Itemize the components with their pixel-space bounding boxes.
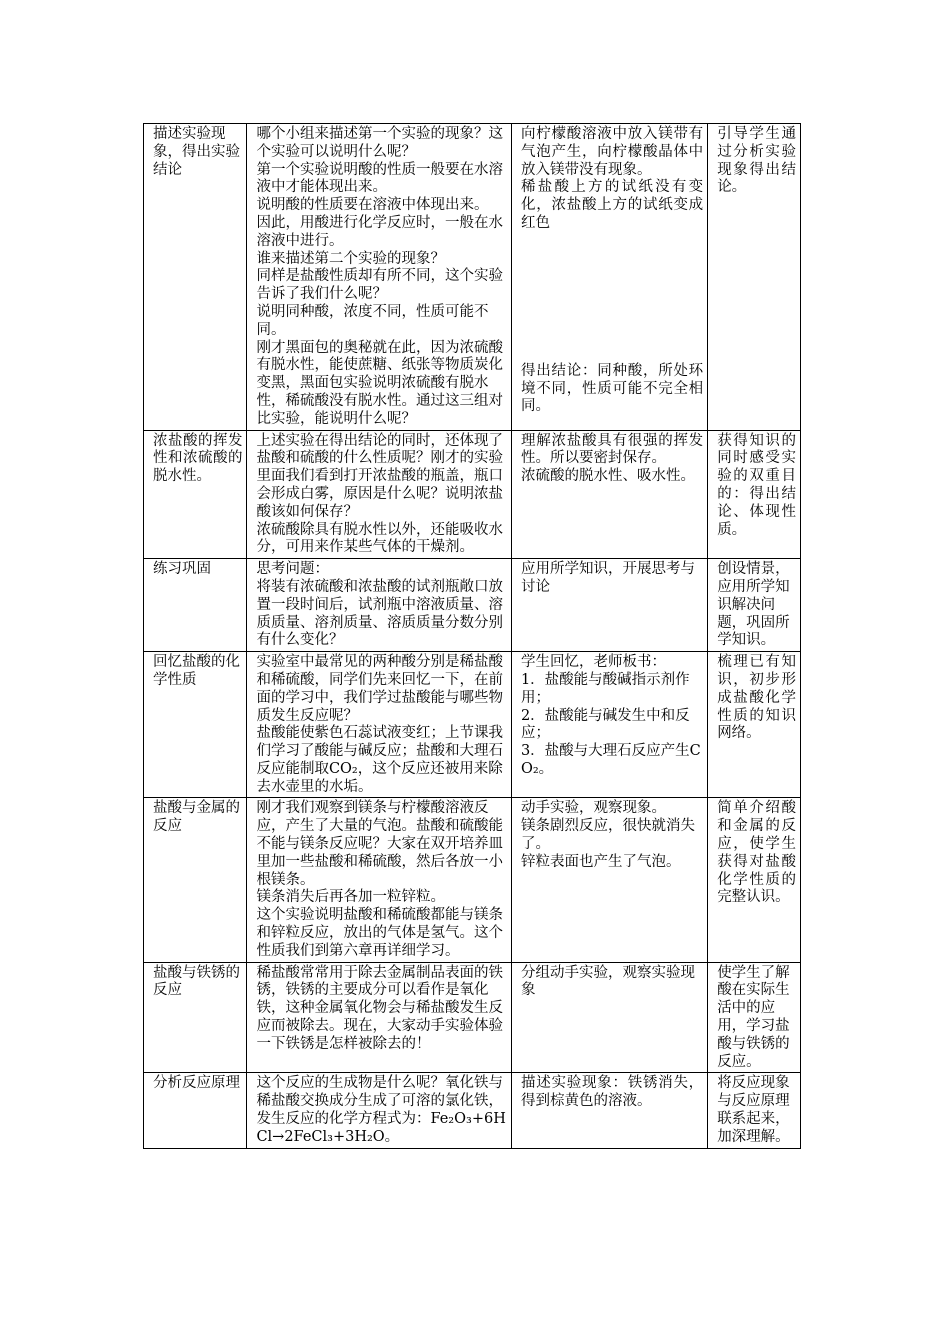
design-intent-cell: 引导学生通过分析实验现象得出结论。 xyxy=(708,124,801,431)
table-row xyxy=(144,652,801,798)
student-activity-cell: 分组动手实验，观察实验现象 xyxy=(511,962,707,1073)
stage-cell: 描述实验现象，得出实验结论 xyxy=(144,124,247,431)
design-intent-cell: 将反应现象与反应原理联系起来，加深理解。 xyxy=(708,1073,801,1148)
design-intent-cell: 创设情景，应用所学知识解决问题，巩固所学知识。 xyxy=(708,559,801,652)
teacher-activity-cell: 思考问题： 将装有浓硫酸和浓盐酸的试剂瓶敞口放置一段时间后，试剂瓶中溶液质量、溶质质量、溶剂质量、溶质质量分数分别有什么变化？ xyxy=(247,559,512,652)
table-row xyxy=(144,124,801,431)
table-row xyxy=(144,1073,801,1148)
design-intent-cell: 使学生了解酸在实际生活中的应用，学习盐酸与铁锈的反应。 xyxy=(708,962,801,1073)
teacher-activity-cell: 哪个小组来描述第一个实验的现象？这个实验可以说明什么呢？ 第一个实验说明酸的性质一般要在水溶液中才能体现出来。 说明酸的性质要在溶液中体现出来。 因此，用酸进行化学反应时，一般在水溶液中进行。 谁来描述第二个实验的现象？ 同样是盐酸性质却有所不同，这个实验告诉了我们什么呢？ 说明同种酸，浓度不同，性质可能不同。 刚才黑面包的奥秘就在此，因为浓硫酸有脱水性，能使蔗糖、纸张等物质炭化变黑，黑面包实验说明浓硫酸有脱水性，稀硫酸没有脱水性。通过这三组对比实验，能说明什么呢？ xyxy=(247,124,512,431)
table-row xyxy=(144,430,801,559)
teacher-activity-cell: 稀盐酸常常用于除去金属制品表面的铁锈，铁锈的主要成分可以看作是氧化铁，这种金属氧化物会与稀盐酸发生反应而被除去。现在，大家动手实验体验一下铁锈是怎样被除去的！ xyxy=(247,962,512,1073)
table-row xyxy=(144,798,801,962)
stage-cell: 练习巩固 xyxy=(144,559,247,652)
teacher-activity-cell: 上述实验在得出结论的同时，还体现了盐酸和硫酸的什么性质呢？刚才的实验里面我们看到打开浓盐酸的瓶盖，瓶口会形成白雾，原因是什么呢？说明浓盐酸该如何保存？ 浓硫酸除具有脱水性以外，还能吸收水分，可用来作某些气体的干燥剂。 xyxy=(247,430,512,559)
teacher-activity-cell: 实验室中最常见的两种酸分别是稀盐酸和稀硫酸，同学们先来回忆一下，在前面的学习中，我们学过盐酸能与哪些物质发生反应呢？ 盐酸能使紫色石蕊试液变红；上节课我们学习了酸能与碱反应；盐酸和大理石反应能制取CO₂，这个反应还被用来除去水壶里的水垢。 xyxy=(247,652,512,798)
design-intent-cell: 获得知识的同时感受实验的双重目的：得出结论、体现性质。 xyxy=(708,430,801,559)
teacher-activity-cell: 刚才我们观察到镁条与柠檬酸溶液反应，产生了大量的气泡。盐酸和硫酸能不能与镁条反应呢？大家在双开培养皿里加一些盐酸和稀硫酸，然后各放一小根镁条。 镁条消失后再各加一粒锌粒。 这个实验说明盐酸和稀硫酸都能与镁条和锌粒反应，放出的气体是氢气。这个性质我们到第六章再详细学习。 xyxy=(247,798,512,962)
student-activity-cell: 应用所学知识，开展思考与讨论 xyxy=(511,559,707,652)
table-row xyxy=(144,559,801,652)
teacher-activity-cell: 这个反应的生成物是什么呢？氧化铁与稀盐酸交换成分生成了可溶的氯化铁，发生反应的化学方程式为：Fe₂O₃+6HCl→2FeCl₃+3H₂O。 xyxy=(247,1073,512,1148)
student-activity-cell: 理解浓盐酸具有很强的挥发性。所以要密封保存。 浓硫酸的脱水性、吸水性。 xyxy=(511,430,707,559)
stage-cell: 分析反应原理 xyxy=(144,1073,247,1148)
lesson-plan-table xyxy=(143,123,801,1149)
stage-cell: 盐酸与金属的反应 xyxy=(144,798,247,962)
student-activity-cell: 描述实验现象：铁锈消失，得到棕黄色的溶液。 xyxy=(511,1073,707,1148)
stage-cell: 盐酸与铁锈的反应 xyxy=(144,962,247,1073)
student-activity-cell: 向柠檬酸溶液中放入镁带有气泡产生，向柠檬酸晶体中放入镁带没有现象。 稀盐酸上方的试纸没有变化，浓盐酸上方的试纸变成红色 得出结论：同种酸，所处环境不同，性质可能不完全相同。 xyxy=(511,124,707,431)
student-activity-cell: 动手实验，观察现象。 镁条剧烈反应，很快就消失了。 锌粒表面也产生了气泡。 xyxy=(511,798,707,962)
table-row xyxy=(144,962,801,1073)
design-intent-cell: 简单介绍酸和金属的反应，使学生获得对盐酸化学性质的完整认识。 xyxy=(708,798,801,962)
stage-cell: 回忆盐酸的化学性质 xyxy=(144,652,247,798)
stage-cell: 浓盐酸的挥发性和浓硫酸的脱水性。 xyxy=(144,430,247,559)
design-intent-cell: 梳理已有知识，初步形成盐酸化学性质的知识网络。 xyxy=(708,652,801,798)
student-activity-cell: 学生回忆，老师板书： 1．盐酸能与酸碱指示剂作用； 2．盐酸能与碱发生中和反应； 3．盐酸与大理石反应产生CO₂。 xyxy=(511,652,707,798)
